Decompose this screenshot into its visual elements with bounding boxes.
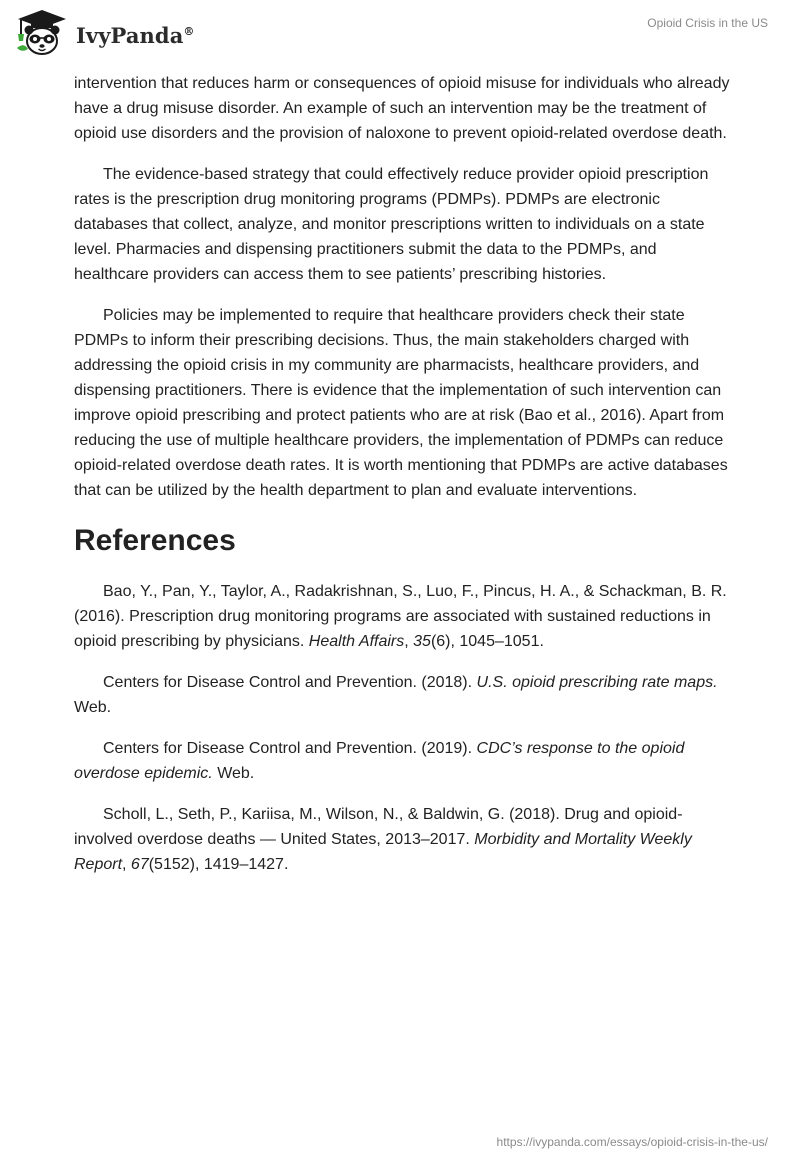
reference-item: Bao, Y., Pan, Y., Taylor, A., Radakrishnan, S., Luo, F., Pincus, H. A., & Schackman, B. R. (2016). Prescription drug monitoring programs are associated with sustained reductions in opioid prescribing by physicians. Health Affairs, 35(6), 1045–1051. [74, 583, 727, 650]
essay-content [74, 71, 734, 893]
references-heading: References [74, 524, 236, 557]
document-title: Opioid Crisis in the US [647, 16, 768, 30]
ivypanda-logo[interactable] [14, 8, 195, 58]
source-url-link[interactable]: https://ivypanda.com/essays/opioid-crisis-in-the-us/ [496, 1135, 768, 1149]
reference-item: Centers for Disease Control and Prevention. (2019). CDC’s response to the opioid overdose epidemic. Web. [74, 740, 685, 782]
panda-graduate-icon [14, 8, 70, 58]
body-paragraph: intervention that reduces harm or consequences of opioid misuse for individuals who already have a drug misuse disorder. An example of such an intervention may be the treatment of opioid use disorders and the provision of naloxone to prevent opioid-related overdose death. [74, 75, 730, 142]
body-paragraph: The evidence-based strategy that could effectively reduce provider opioid prescription rates is the prescription drug monitoring programs (PDMPs). PDMPs are electronic databases that collect, analyze, and monitor prescriptions written to individuals on a state level. Pharmacies and dispensing practitioners submit the data to the PDMPs, and healthcare providers can access them to see patients’ prescribing histories. [74, 166, 709, 283]
reference-item: Scholl, L., Seth, P., Kariisa, M., Wilson, N., & Baldwin, G. (2018). Drug and opioid-involved overdose deaths — United States, 2013–2017. Morbidity and Mortality Weekly Report, 67(5152), 1419–1427. [74, 806, 692, 873]
page-header [0, 0, 800, 70]
brand-name: IvyPanda® [76, 22, 195, 48]
reference-item: Centers for Disease Control and Prevention. (2018). U.S. opioid prescribing rate maps. Web. [74, 674, 718, 716]
body-paragraph: Policies may be implemented to require that healthcare providers check their state PDMPs to inform their prescribing decisions. Thus, the main stakeholders charged with addressing the opioid crisis in my community are pharmacists, healthcare providers, and dispensing practitioners. There is evidence that the implementation of such intervention can improve opioid prescribing and protect patients who are at risk (Bao et al., 2016). Apart from reducing the use of multiple healthcare providers, the implementation of PDMPs can reduce opioid-related overdose death rates. It is worth mentioning that PDMPs are active databases that can be utilized by the health department to plan and evaluate interventions. [74, 307, 728, 499]
